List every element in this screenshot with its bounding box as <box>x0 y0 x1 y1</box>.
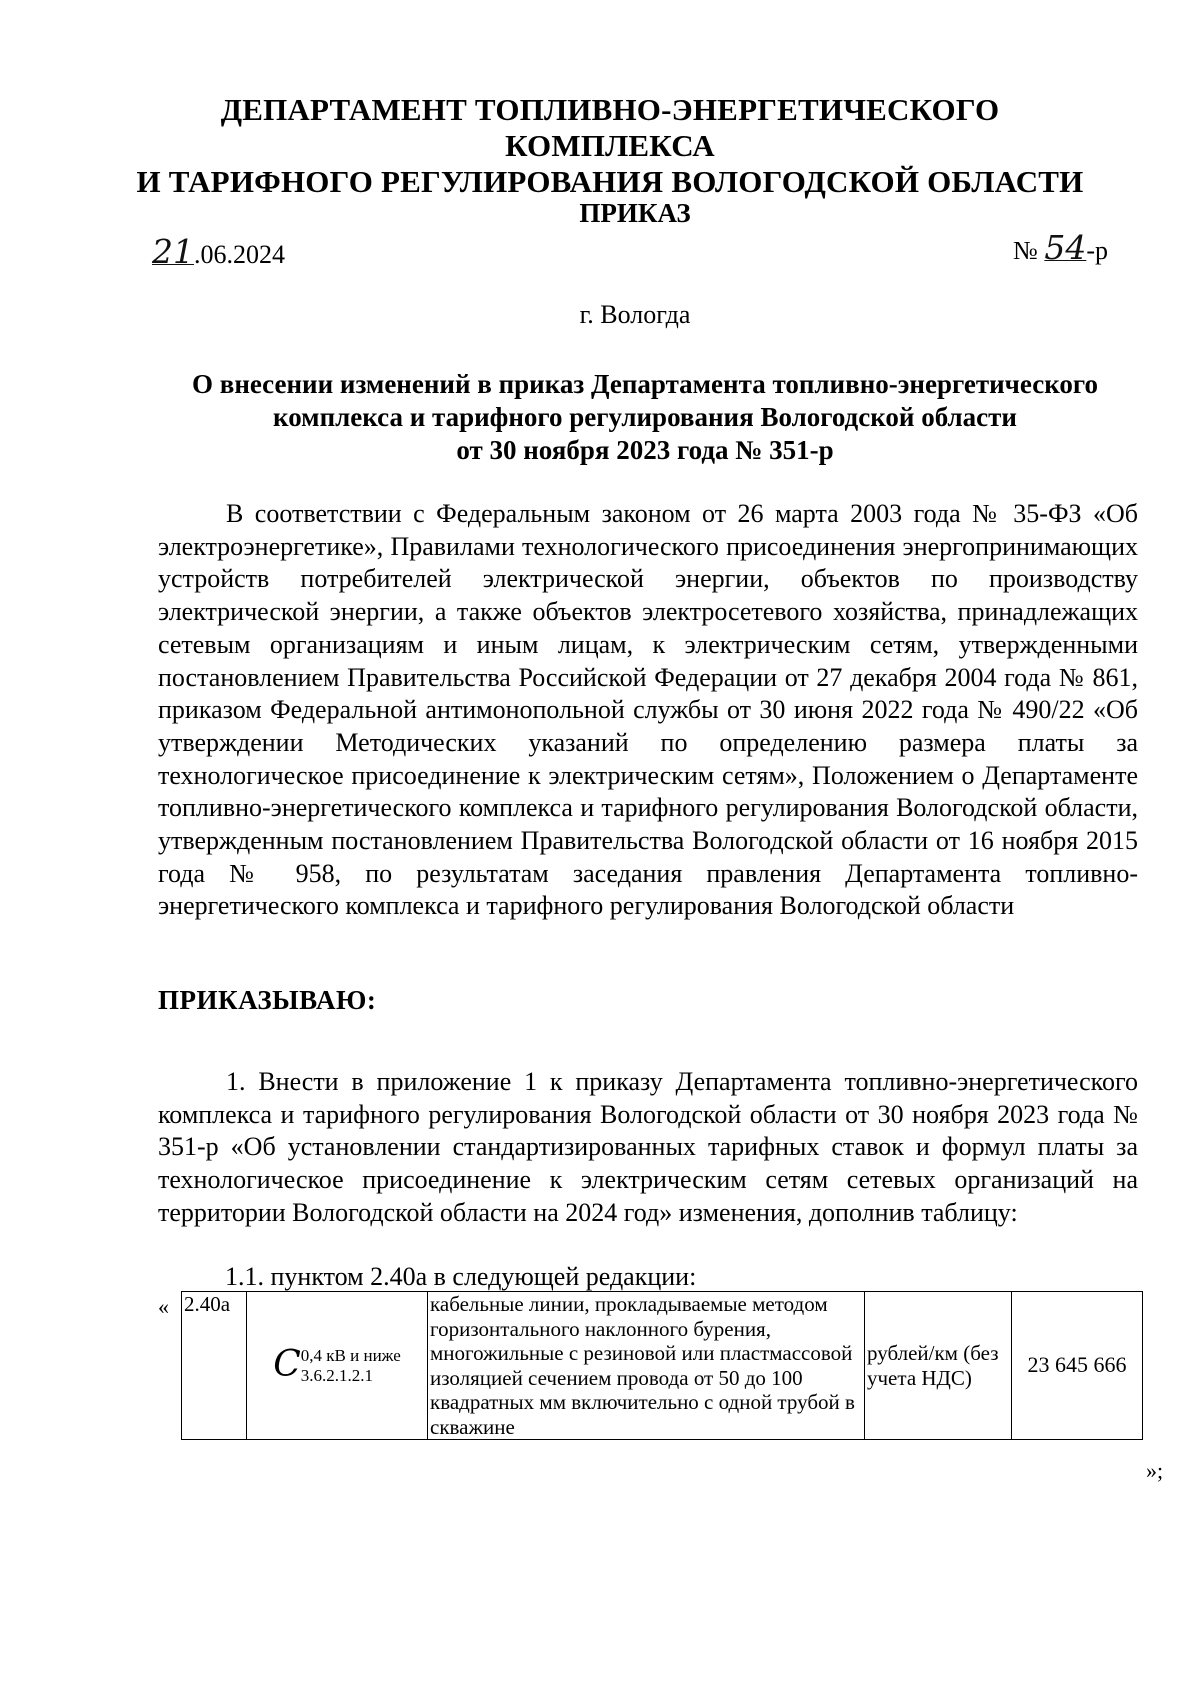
number-suffix: -р <box>1086 236 1108 265</box>
table-row <box>182 1292 1143 1440</box>
row-description: кабельные линии, прокладываемые методом горизонтального наклонного бурения, многожильные с резиновой или пластмассовой изоляцией сечением провода от 50 до 100 квадратных мм включительно с одной трубой в скважине <box>428 1292 865 1440</box>
order-subject <box>150 368 1140 467</box>
department-heading <box>130 92 1090 200</box>
item-1-paragraph: 1. Внести в приложение 1 к приказу Департамента топливно-энергетического комплекса и тарифного регулирования Вологодской области от 30 ноября 2023 года № 351-р «Об установлении стандартизированных тарифных ставок и формул платы за технологическое присоединение к электрическим сетям сетевых организаций на территории Вологодской области на 2024 год» изменения, дополнив таблицу: <box>158 1067 1138 1227</box>
handwritten-day: 21 <box>152 232 194 271</box>
item-1-1: 1.1. пунктом 2.40а в следующей редакции: <box>225 1262 697 1291</box>
row-value: 23 645 666 <box>1012 1292 1143 1440</box>
formula-symbol: C <box>273 1344 301 1386</box>
row-formula <box>247 1292 428 1440</box>
city: г. Вологда <box>579 300 691 329</box>
department-line-2: И ТАРИФНОГО РЕГУЛИРОВАНИЯ ВОЛОГОДСКОЙ ОБЛАСТИ <box>136 164 1084 199</box>
row-unit: рублей/км (без учета НДС) <box>865 1292 1012 1440</box>
formula-subscript: 3.6.2.1.2.1 <box>300 1365 374 1385</box>
table-open-quote: « <box>158 1294 169 1319</box>
formula-superscript: 0,4 кВ и ниже <box>300 1345 401 1365</box>
handwritten-number: 54 <box>1044 228 1087 267</box>
subject-line-3: от 30 ноября 2023 года № 351-р <box>456 435 834 465</box>
subject-line-1: О внесении изменений в приказ Департамента топливно-энергетического <box>191 369 1098 399</box>
decree-word: ПРИКАЗЫВАЮ: <box>158 985 377 1015</box>
date-rest: .06.2024 <box>194 240 285 269</box>
order-title: ПРИКАЗ <box>579 198 691 228</box>
order-date <box>152 232 285 271</box>
number-prefix: № <box>1013 236 1038 265</box>
order-number <box>1013 228 1108 267</box>
subject-line-2: комплекса и тарифного регулирования Вологодской области <box>273 402 1017 432</box>
department-line-1: ДЕПАРТАМЕНТ ТОПЛИВНО-ЭНЕРГЕТИЧЕСКОГО КОМПЛЕКСА <box>220 92 1000 163</box>
tariff-table <box>181 1291 1143 1440</box>
preamble-paragraph: В соответствии с Федеральным законом от 26 марта 2003 года № 35-ФЗ «Об электроэнергетике», Правилами технологического присоединения энергопринимающих устройств потребителей электрической энергии, объектов по производству электрической энергии, а также объектов электросетевого хозяйства, принадлежащих сетевым организациям и иным лицам, к электрическим сетям, утвержденными постановлением Правительства Российской Федерации от 27 декабря 2004 года № 861, приказом Федеральной антимонопольной службы от 30 июня 2022 года № 490/22 «Об утверждении Методических указаний по определению размера платы за технологическое присоединение к электрическим сетям», Положением о Департаменте топливно-энергетического комплекса и тарифного регулирования Вологодской области, утвержденным постановлением Правительства Вологодской области от 16 ноября 2015 года № 958, по результатам заседания правления Департамента топливно-энергетического комплекса и тарифного регулирования Вологодской области <box>158 499 1138 921</box>
table-close-quote: »; <box>1146 1458 1164 1483</box>
row-code: 2.40а <box>182 1292 247 1440</box>
